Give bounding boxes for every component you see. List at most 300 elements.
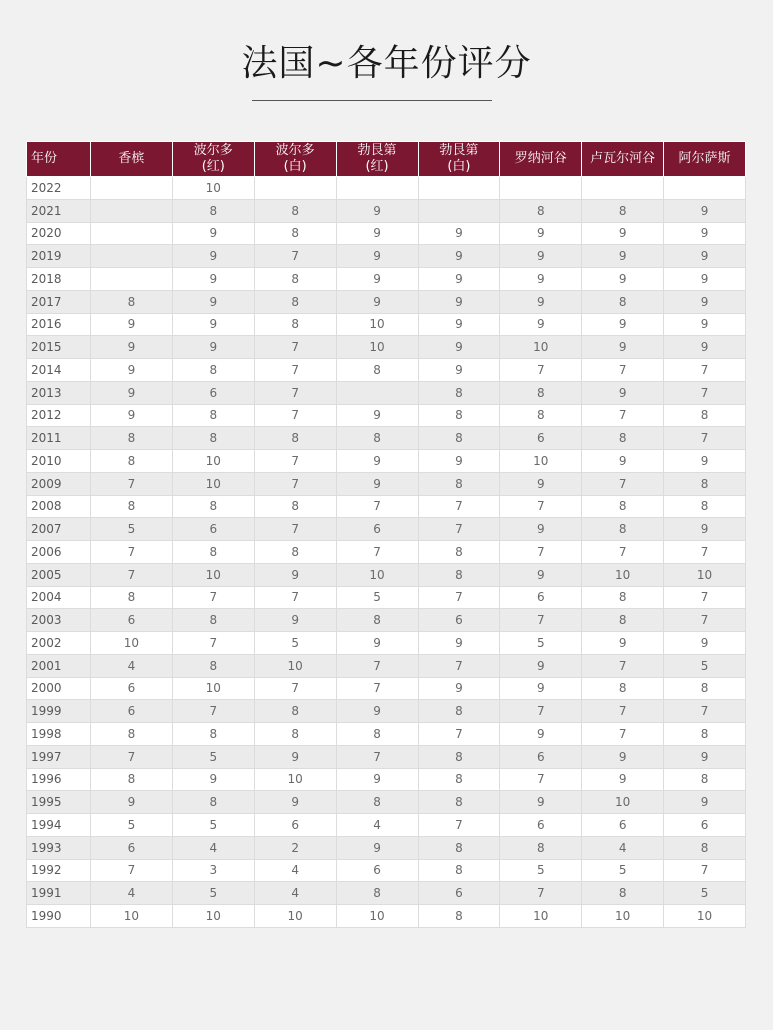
rating-cell: 9 — [664, 632, 746, 655]
rating-cell: 8 — [172, 654, 254, 677]
rating-cell: 10 — [500, 336, 582, 359]
column-header-label: (红) — [365, 159, 389, 174]
table-row — [27, 654, 746, 677]
rating-cell: 9 — [582, 268, 664, 291]
rating-cell: 4 — [254, 882, 336, 905]
rating-cell: 4 — [91, 882, 173, 905]
rating-cell: 8 — [582, 586, 664, 609]
rating-cell: 8 — [582, 199, 664, 222]
year-cell: 2020 — [27, 222, 91, 245]
rating-cell: 6 — [500, 814, 582, 837]
rating-cell: 8 — [582, 677, 664, 700]
rating-cell: 6 — [500, 745, 582, 768]
rating-cell: 9 — [418, 222, 500, 245]
rating-cell: 9 — [254, 745, 336, 768]
column-header-label: (白) — [283, 159, 307, 174]
rating-cell — [336, 177, 418, 200]
year-cell: 1996 — [27, 768, 91, 791]
rating-cell: 8 — [418, 700, 500, 723]
rating-cell: 9 — [582, 313, 664, 336]
vintage-rating-table — [26, 141, 746, 928]
column-header-label: 波尔多 — [193, 143, 233, 158]
table-row — [27, 450, 746, 473]
rating-cell: 9 — [254, 609, 336, 632]
table-row — [27, 563, 746, 586]
rating-cell: 5 — [664, 882, 746, 905]
rating-cell: 8 — [336, 791, 418, 814]
rating-cell: 10 — [336, 563, 418, 586]
rating-cell: 8 — [664, 404, 746, 427]
rating-cell: 8 — [418, 791, 500, 814]
rating-cell: 7 — [91, 745, 173, 768]
rating-cell: 8 — [418, 768, 500, 791]
rating-cell: 10 — [91, 905, 173, 928]
rating-cell: 5 — [336, 586, 418, 609]
rating-cell: 7 — [418, 814, 500, 837]
rating-cell: 9 — [336, 404, 418, 427]
table-row — [27, 677, 746, 700]
rating-cell: 4 — [582, 836, 664, 859]
rating-cell: 8 — [91, 450, 173, 473]
rating-cell: 8 — [582, 609, 664, 632]
rating-cell: 9 — [500, 654, 582, 677]
table-row — [27, 359, 746, 382]
rating-cell: 9 — [418, 677, 500, 700]
table-row — [27, 609, 746, 632]
rating-cell: 4 — [91, 654, 173, 677]
rating-cell: 9 — [664, 336, 746, 359]
rating-cell: 9 — [336, 290, 418, 313]
table-row — [27, 814, 746, 837]
rating-cell: 10 — [91, 632, 173, 655]
rating-cell: 7 — [664, 609, 746, 632]
rating-cell: 6 — [500, 586, 582, 609]
table-row — [27, 723, 746, 746]
rating-cell: 7 — [336, 654, 418, 677]
rating-cell: 6 — [91, 677, 173, 700]
rating-cell: 9 — [664, 745, 746, 768]
rating-cell — [91, 245, 173, 268]
table-row — [27, 495, 746, 518]
rating-cell: 9 — [582, 336, 664, 359]
rating-cell: 8 — [418, 563, 500, 586]
rating-cell: 5 — [500, 859, 582, 882]
rating-cell: 9 — [664, 450, 746, 473]
year-cell: 2001 — [27, 654, 91, 677]
rating-cell — [418, 199, 500, 222]
rating-cell: 7 — [582, 404, 664, 427]
table-row — [27, 245, 746, 268]
rating-cell: 7 — [500, 541, 582, 564]
rating-cell: 9 — [91, 404, 173, 427]
rating-cell: 9 — [500, 222, 582, 245]
year-cell: 2002 — [27, 632, 91, 655]
rating-cell: 7 — [91, 859, 173, 882]
rating-cell: 10 — [172, 677, 254, 700]
rating-cell: 9 — [500, 268, 582, 291]
rating-cell: 9 — [664, 222, 746, 245]
column-header-label: 勃艮第 — [357, 143, 397, 158]
rating-cell: 9 — [582, 222, 664, 245]
column-header-label: 香槟 — [118, 151, 145, 166]
rating-cell: 7 — [91, 541, 173, 564]
rating-cell: 3 — [172, 859, 254, 882]
column-header-label: 波尔多 — [275, 143, 315, 158]
table-row — [27, 859, 746, 882]
rating-cell: 8 — [254, 313, 336, 336]
rating-cell: 10 — [582, 905, 664, 928]
rating-cell: 7 — [582, 472, 664, 495]
rating-cell: 7 — [664, 381, 746, 404]
column-header-label: 勃艮第 — [439, 143, 479, 158]
rating-cell: 9 — [418, 359, 500, 382]
column-header — [418, 142, 500, 177]
rating-cell: 6 — [91, 700, 173, 723]
rating-cell: 9 — [500, 518, 582, 541]
rating-cell: 6 — [418, 882, 500, 905]
rating-cell: 9 — [336, 268, 418, 291]
rating-cell: 9 — [582, 245, 664, 268]
rating-cell: 5 — [172, 882, 254, 905]
year-cell: 1999 — [27, 700, 91, 723]
table-row — [27, 404, 746, 427]
rating-cell: 8 — [336, 609, 418, 632]
rating-cell: 10 — [500, 905, 582, 928]
rating-cell: 7 — [336, 745, 418, 768]
rating-cell: 10 — [664, 563, 746, 586]
rating-cell: 6 — [172, 381, 254, 404]
rating-cell: 9 — [664, 791, 746, 814]
rating-cell: 6 — [91, 609, 173, 632]
rating-cell — [336, 381, 418, 404]
rating-cell: 9 — [172, 268, 254, 291]
year-cell: 2012 — [27, 404, 91, 427]
rating-cell: 8 — [664, 768, 746, 791]
rating-cell: 9 — [500, 245, 582, 268]
year-cell: 1995 — [27, 791, 91, 814]
rating-cell: 5 — [500, 632, 582, 655]
rating-cell: 8 — [172, 541, 254, 564]
rating-cell: 6 — [418, 609, 500, 632]
rating-cell: 7 — [582, 541, 664, 564]
table-body — [27, 177, 746, 928]
rating-cell: 8 — [336, 882, 418, 905]
column-header-year — [27, 142, 91, 177]
rating-cell: 8 — [336, 427, 418, 450]
rating-cell: 7 — [418, 518, 500, 541]
rating-cell: 8 — [664, 472, 746, 495]
rating-cell: 8 — [664, 723, 746, 746]
rating-cell: 7 — [254, 381, 336, 404]
rating-cell: 9 — [582, 768, 664, 791]
rating-cell: 7 — [172, 632, 254, 655]
year-cell: 2017 — [27, 290, 91, 313]
rating-cell: 9 — [664, 199, 746, 222]
rating-cell: 9 — [500, 723, 582, 746]
year-cell: 2000 — [27, 677, 91, 700]
rating-cell: 7 — [500, 882, 582, 905]
rating-cell: 5 — [582, 859, 664, 882]
rating-cell: 4 — [336, 814, 418, 837]
year-cell: 1997 — [27, 745, 91, 768]
rating-cell: 10 — [254, 905, 336, 928]
rating-cell: 7 — [500, 495, 582, 518]
rating-cell: 4 — [172, 836, 254, 859]
rating-cell — [91, 177, 173, 200]
year-cell: 2006 — [27, 541, 91, 564]
year-cell: 2019 — [27, 245, 91, 268]
rating-cell: 9 — [336, 222, 418, 245]
rating-cell: 9 — [336, 836, 418, 859]
rating-cell: 8 — [336, 359, 418, 382]
table-row — [27, 700, 746, 723]
rating-cell: 8 — [91, 723, 173, 746]
year-cell: 2016 — [27, 313, 91, 336]
rating-cell: 9 — [664, 268, 746, 291]
rating-cell: 7 — [418, 495, 500, 518]
rating-cell: 5 — [91, 518, 173, 541]
rating-cell: 9 — [418, 245, 500, 268]
rating-cell: 7 — [664, 586, 746, 609]
column-header-label: 卢瓦尔河谷 — [590, 151, 656, 166]
rating-cell: 7 — [664, 859, 746, 882]
rating-cell: 7 — [254, 472, 336, 495]
rating-cell: 7 — [254, 586, 336, 609]
rating-cell: 8 — [172, 427, 254, 450]
rating-cell: 7 — [418, 654, 500, 677]
rating-cell: 9 — [172, 222, 254, 245]
rating-cell: 8 — [418, 836, 500, 859]
year-cell: 1991 — [27, 882, 91, 905]
rating-cell: 8 — [91, 768, 173, 791]
table-row — [27, 791, 746, 814]
rating-cell: 8 — [582, 495, 664, 518]
year-cell: 2018 — [27, 268, 91, 291]
rating-cell: 2 — [254, 836, 336, 859]
rating-cell — [500, 177, 582, 200]
rating-cell: 8 — [664, 836, 746, 859]
rating-cell: 9 — [91, 359, 173, 382]
year-cell: 2008 — [27, 495, 91, 518]
rating-cell: 9 — [500, 313, 582, 336]
rating-cell: 9 — [418, 290, 500, 313]
page-title: 法国~各年份评分 — [241, 43, 532, 84]
rating-cell: 10 — [582, 563, 664, 586]
rating-cell: 7 — [254, 518, 336, 541]
rating-cell: 7 — [582, 359, 664, 382]
rating-cell: 7 — [582, 700, 664, 723]
table-row — [27, 381, 746, 404]
rating-cell: 7 — [336, 541, 418, 564]
column-header-label: (白) — [447, 159, 471, 174]
rating-cell: 9 — [582, 381, 664, 404]
table-row — [27, 336, 746, 359]
rating-cell: 9 — [418, 336, 500, 359]
rating-cell: 8 — [336, 723, 418, 746]
rating-cell: 7 — [336, 677, 418, 700]
rating-cell: 9 — [418, 632, 500, 655]
column-header — [582, 142, 664, 177]
rating-cell — [91, 199, 173, 222]
rating-cell: 7 — [254, 677, 336, 700]
rating-cell: 9 — [664, 518, 746, 541]
rating-cell: 8 — [91, 290, 173, 313]
rating-cell: 10 — [172, 905, 254, 928]
rating-cell: 8 — [254, 495, 336, 518]
rating-cell: 9 — [254, 791, 336, 814]
rating-cell: 9 — [664, 290, 746, 313]
rating-cell: 9 — [336, 700, 418, 723]
column-header — [500, 142, 582, 177]
rating-cell: 7 — [254, 245, 336, 268]
year-cell: 2021 — [27, 199, 91, 222]
rating-cell: 10 — [172, 472, 254, 495]
rating-cell: 7 — [336, 495, 418, 518]
rating-cell: 6 — [91, 836, 173, 859]
table-row — [27, 518, 746, 541]
rating-cell: 8 — [664, 495, 746, 518]
rating-cell: 9 — [336, 199, 418, 222]
rating-cell — [254, 177, 336, 200]
rating-cell: 7 — [500, 359, 582, 382]
column-header — [664, 142, 746, 177]
rating-cell: 8 — [254, 290, 336, 313]
rating-cell: 6 — [336, 859, 418, 882]
column-header-label: 罗纳河谷 — [514, 151, 567, 166]
year-cell: 1993 — [27, 836, 91, 859]
year-cell: 1992 — [27, 859, 91, 882]
year-cell: 2005 — [27, 563, 91, 586]
rating-cell: 7 — [418, 723, 500, 746]
table-row — [27, 199, 746, 222]
rating-cell: 8 — [500, 836, 582, 859]
column-header-label: 阿尔萨斯 — [678, 151, 731, 166]
column-header — [91, 142, 173, 177]
rating-cell: 6 — [500, 427, 582, 450]
rating-cell: 7 — [91, 563, 173, 586]
rating-cell: 8 — [172, 723, 254, 746]
table-row — [27, 177, 746, 200]
rating-cell: 6 — [254, 814, 336, 837]
rating-cell: 8 — [254, 268, 336, 291]
rating-cell: 9 — [582, 745, 664, 768]
year-cell: 2013 — [27, 381, 91, 404]
title-divider — [252, 100, 492, 101]
rating-cell: 10 — [500, 450, 582, 473]
rating-cell: 8 — [254, 723, 336, 746]
rating-cell: 8 — [418, 472, 500, 495]
rating-cell: 7 — [91, 472, 173, 495]
year-cell: 2010 — [27, 450, 91, 473]
rating-cell: 9 — [91, 381, 173, 404]
rating-cell: 6 — [336, 518, 418, 541]
rating-cell: 8 — [418, 859, 500, 882]
rating-cell: 9 — [500, 290, 582, 313]
rating-cell: 8 — [254, 541, 336, 564]
rating-cell: 10 — [254, 768, 336, 791]
rating-cell: 7 — [500, 768, 582, 791]
table-row — [27, 427, 746, 450]
column-header — [254, 142, 336, 177]
rating-cell: 9 — [254, 563, 336, 586]
year-cell: 2003 — [27, 609, 91, 632]
table-row — [27, 768, 746, 791]
year-cell: 2022 — [27, 177, 91, 200]
rating-cell: 7 — [254, 450, 336, 473]
rating-cell: 9 — [418, 268, 500, 291]
rating-cell: 7 — [172, 700, 254, 723]
rating-cell: 8 — [254, 700, 336, 723]
rating-cell: 10 — [664, 905, 746, 928]
rating-cell: 5 — [172, 745, 254, 768]
rating-cell: 9 — [172, 290, 254, 313]
rating-cell: 9 — [664, 245, 746, 268]
table-row — [27, 905, 746, 928]
rating-cell: 9 — [582, 632, 664, 655]
rating-cell: 8 — [418, 745, 500, 768]
rating-cell: 7 — [664, 541, 746, 564]
rating-cell: 10 — [172, 450, 254, 473]
table-row — [27, 586, 746, 609]
rating-cell: 7 — [418, 586, 500, 609]
rating-cell: 8 — [172, 609, 254, 632]
table-row — [27, 632, 746, 655]
table-row — [27, 472, 746, 495]
rating-cell: 6 — [664, 814, 746, 837]
rating-cell: 8 — [172, 359, 254, 382]
table-header-row — [27, 142, 746, 177]
rating-cell: 6 — [172, 518, 254, 541]
rating-cell: 10 — [172, 177, 254, 200]
rating-cell: 8 — [91, 427, 173, 450]
rating-cell: 8 — [418, 541, 500, 564]
rating-cell: 8 — [172, 404, 254, 427]
rating-cell — [91, 222, 173, 245]
rating-cell: 9 — [500, 677, 582, 700]
rating-cell: 8 — [500, 404, 582, 427]
rating-cell: 8 — [582, 290, 664, 313]
rating-cell: 10 — [582, 791, 664, 814]
rating-cell: 9 — [91, 313, 173, 336]
table-row — [27, 836, 746, 859]
rating-cell: 7 — [254, 404, 336, 427]
rating-cell: 7 — [172, 586, 254, 609]
rating-cell: 8 — [418, 905, 500, 928]
rating-cell: 7 — [254, 336, 336, 359]
rating-cell — [664, 177, 746, 200]
rating-cell: 8 — [418, 381, 500, 404]
rating-cell: 9 — [336, 245, 418, 268]
year-cell: 1998 — [27, 723, 91, 746]
rating-cell: 9 — [91, 791, 173, 814]
rating-cell: 7 — [254, 359, 336, 382]
rating-cell: 9 — [500, 791, 582, 814]
rating-cell: 8 — [418, 404, 500, 427]
rating-cell: 7 — [500, 609, 582, 632]
rating-cell: 7 — [664, 700, 746, 723]
rating-cell: 9 — [172, 313, 254, 336]
year-cell: 2014 — [27, 359, 91, 382]
table-row — [27, 882, 746, 905]
rating-cell: 8 — [582, 518, 664, 541]
rating-cell: 9 — [500, 472, 582, 495]
rating-cell: 6 — [582, 814, 664, 837]
rating-cell: 7 — [582, 654, 664, 677]
rating-cell: 9 — [172, 245, 254, 268]
year-cell: 2007 — [27, 518, 91, 541]
rating-cell — [91, 268, 173, 291]
rating-cell: 8 — [91, 586, 173, 609]
